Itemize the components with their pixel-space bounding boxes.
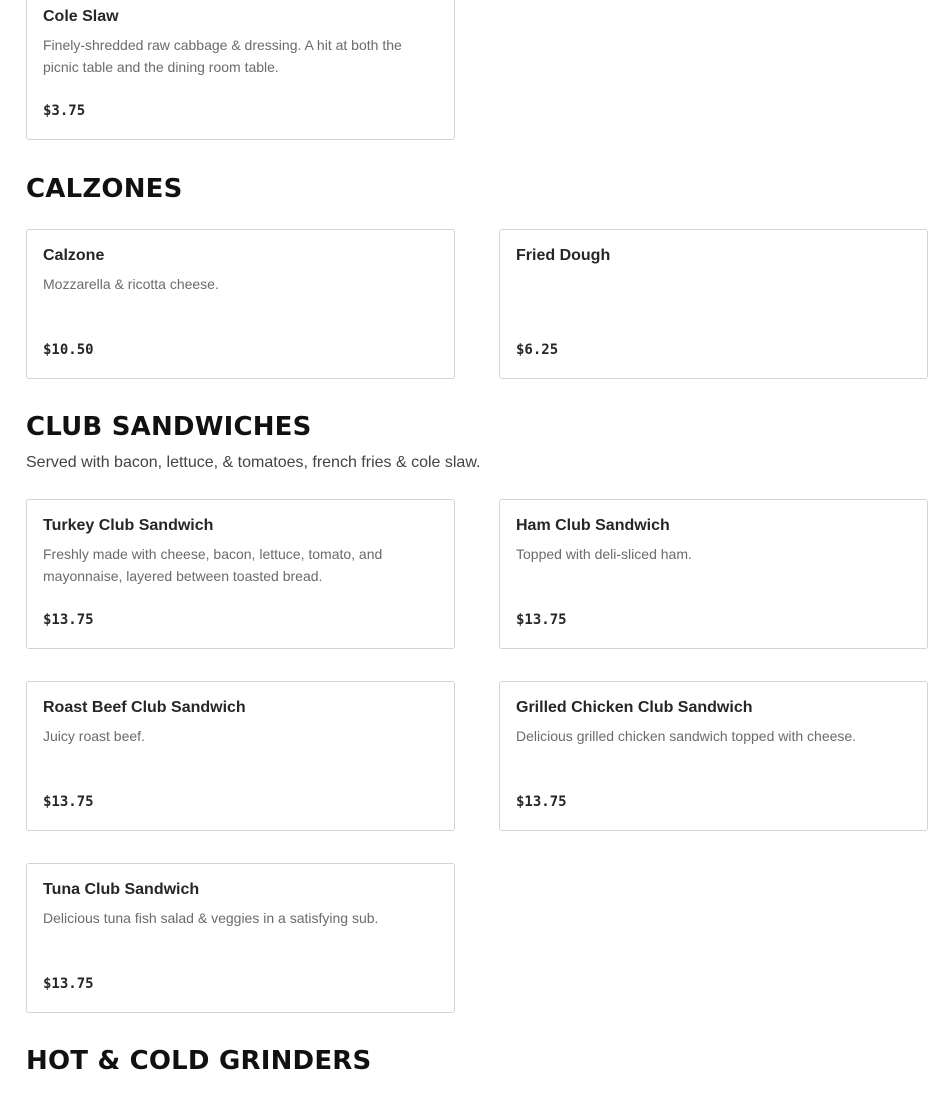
menu-item-price: $13.75	[516, 612, 567, 628]
menu-item-description: Mozzarella & ricotta cheese.	[43, 276, 219, 292]
section-title-club-sandwiches: CLUB SANDWICHES	[26, 412, 312, 442]
menu-item-price: $13.75	[516, 794, 567, 810]
menu-item-card[interactable]	[26, 681, 455, 831]
menu-item-card[interactable]	[26, 229, 455, 379]
menu-item-description: Topped with deli-sliced ham.	[516, 546, 692, 562]
menu-item-card[interactable]	[26, 0, 455, 140]
menu-item-description: Delicious grilled chicken sandwich topped with cheese.	[516, 728, 857, 744]
menu-item-price: $13.75	[43, 612, 94, 628]
menu-item-description: Delicious tuna fish salad & veggies in a satisfying sub.	[43, 910, 379, 926]
menu-item-name: Roast Beef Club Sandwich	[43, 699, 246, 716]
menu-item-card[interactable]	[499, 681, 928, 831]
menu-item-name: Grilled Chicken Club Sandwich	[516, 699, 753, 716]
menu-item-name: Cole Slaw	[43, 8, 119, 25]
section-title-hot-cold-grinders: HOT & COLD GRINDERS	[26, 1046, 372, 1076]
menu-item-card[interactable]	[26, 863, 455, 1013]
menu-item-price: $13.75	[43, 794, 94, 810]
menu-item-price: $3.75	[43, 103, 86, 119]
menu-item-card[interactable]	[499, 499, 928, 649]
menu-item-price: $13.75	[43, 976, 94, 992]
section-title-calzones: CALZONES	[26, 174, 183, 204]
menu-item-name: Turkey Club Sandwich	[43, 517, 214, 534]
menu-item-name: Fried Dough	[516, 247, 611, 264]
menu-item-description: Finely-shredded raw cabbage & dressing. A hit at both the picnic table and the dining room table.	[43, 37, 402, 75]
menu-item-price: $10.50	[43, 342, 94, 358]
menu-item-name: Ham Club Sandwich	[516, 517, 670, 534]
menu-item-card[interactable]	[26, 499, 455, 649]
menu-item-description: Juicy roast beef.	[43, 728, 145, 744]
menu-item-price: $6.25	[516, 342, 559, 358]
menu-item-name: Tuna Club Sandwich	[43, 881, 200, 898]
section-description: Served with bacon, lettuce, & tomatoes, french fries & cole slaw.	[26, 454, 481, 471]
menu-item-name: Calzone	[43, 247, 105, 264]
menu-item-description: Freshly made with cheese, bacon, lettuce, tomato, and mayonnaise, layered between toasted bread.	[43, 546, 383, 584]
menu-item-card[interactable]	[499, 229, 928, 379]
